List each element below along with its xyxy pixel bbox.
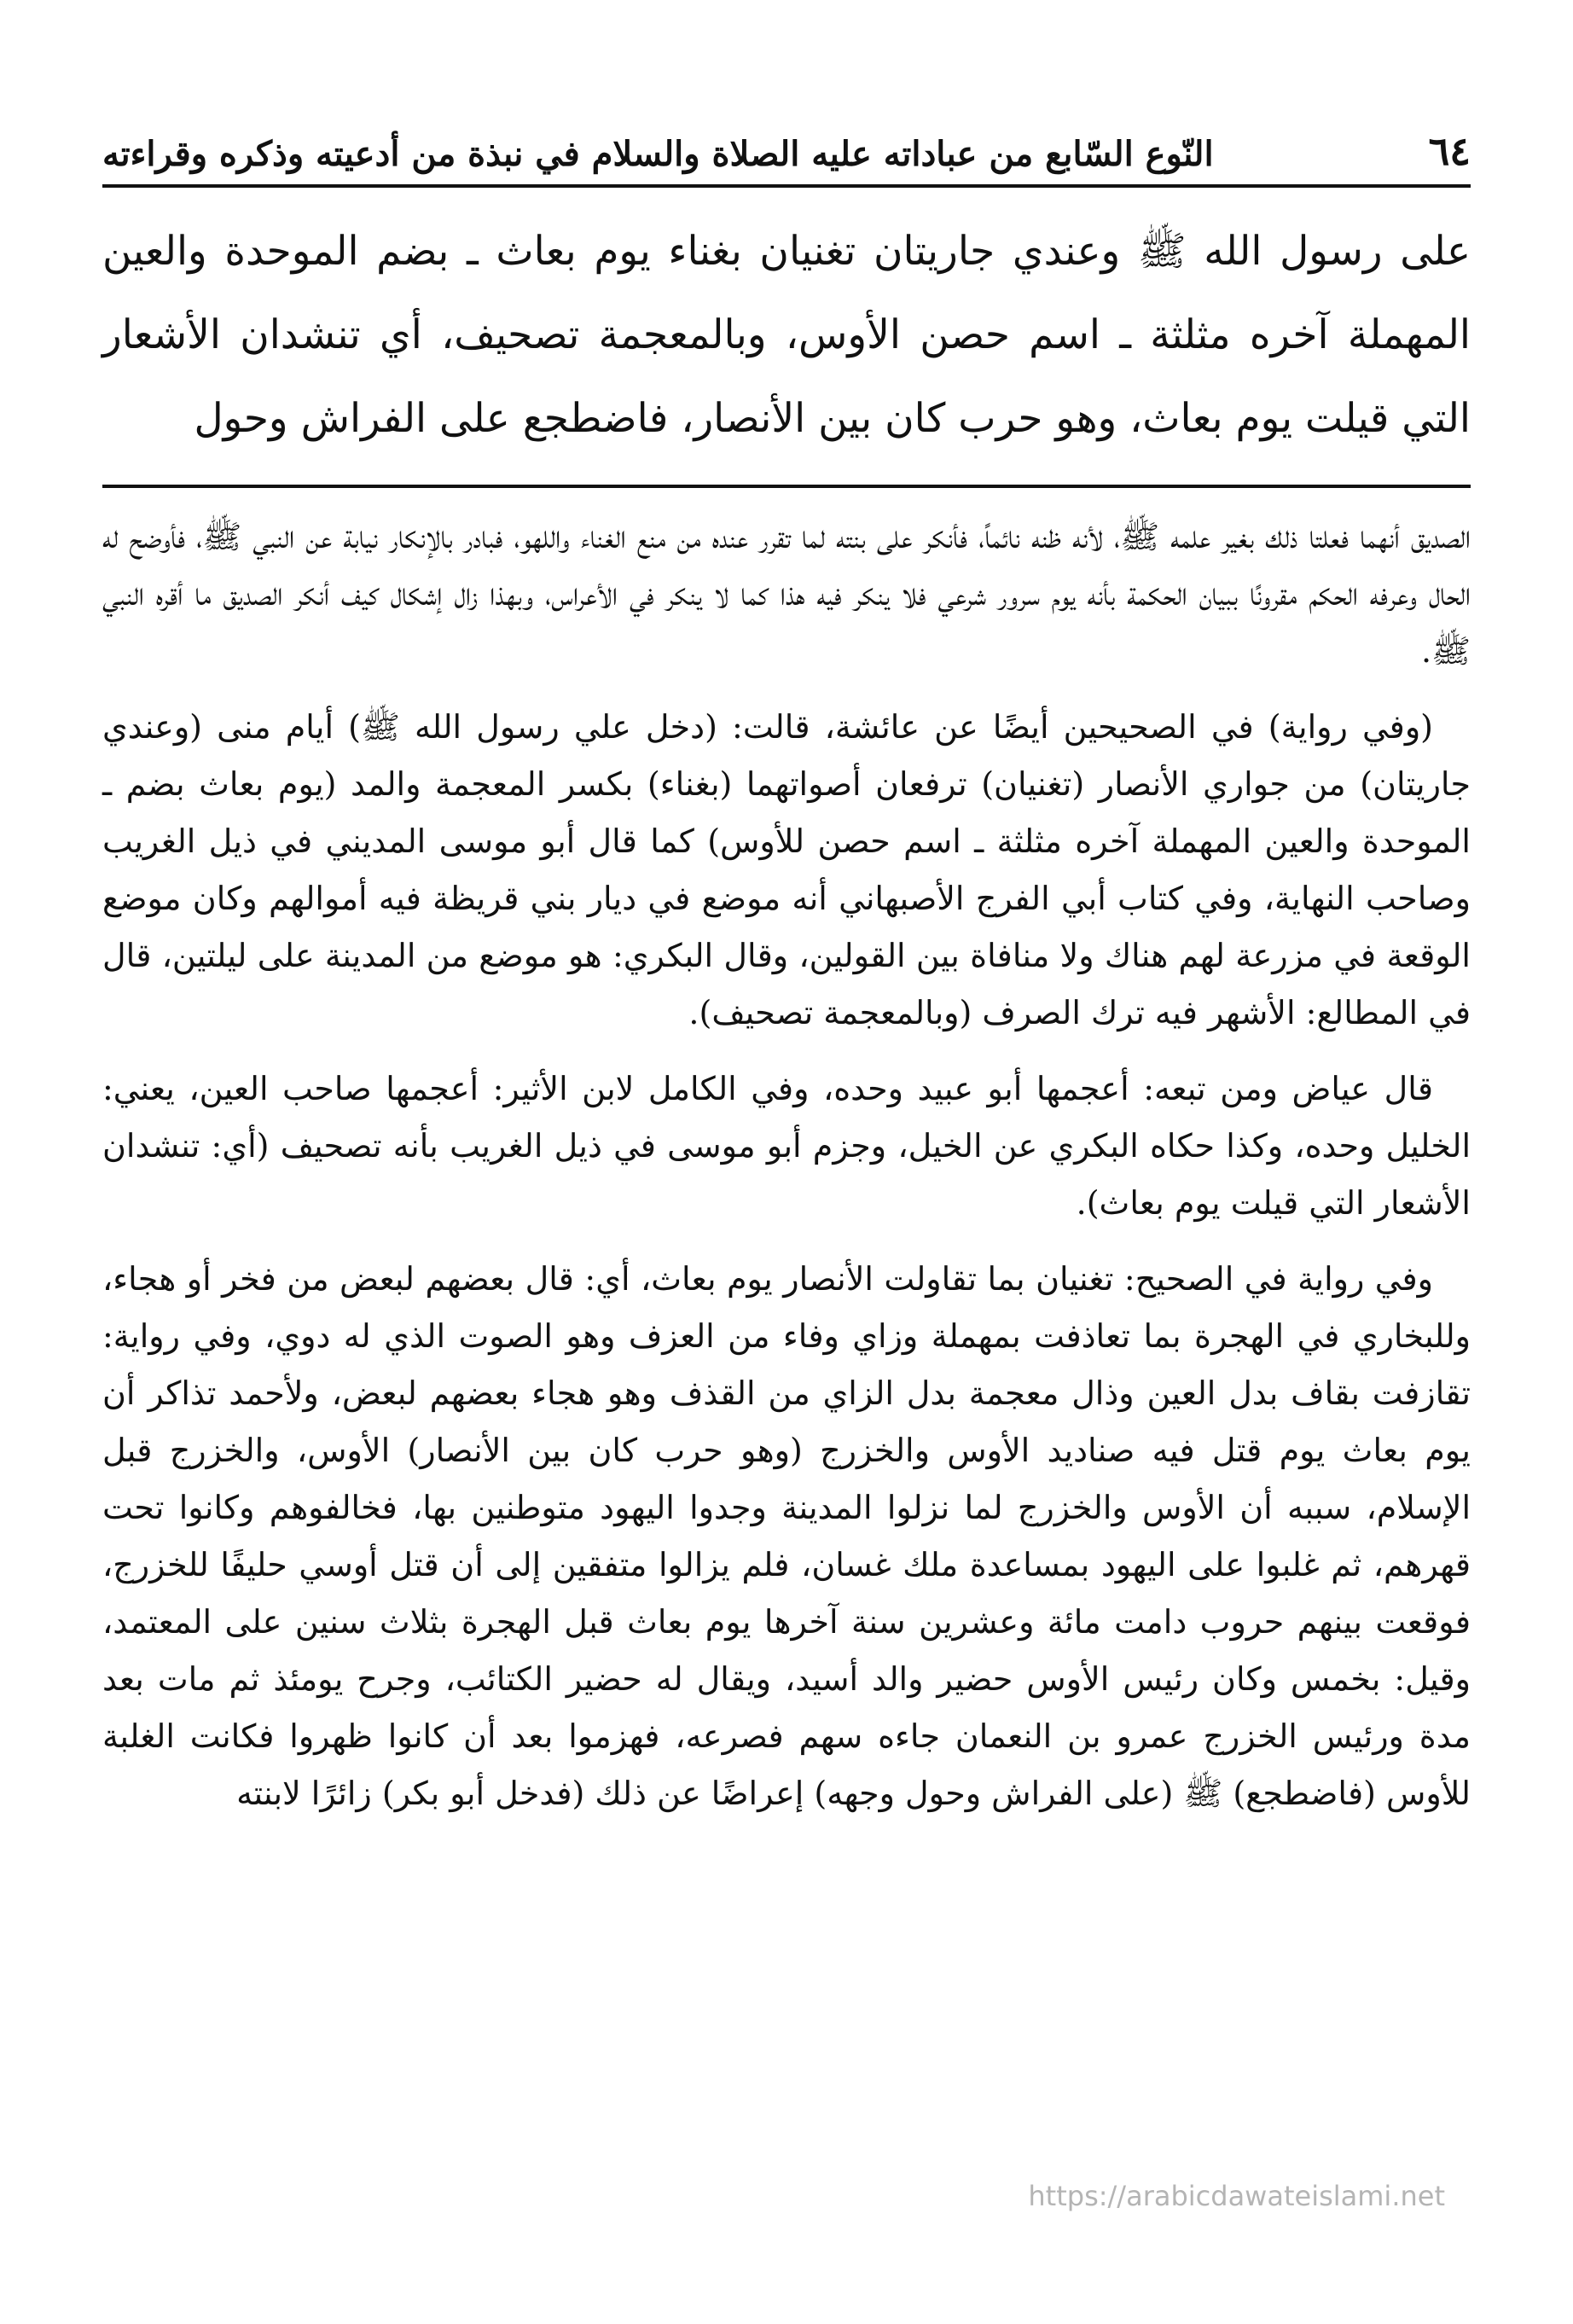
commentary-paragraph: قال عياض ومن تبعه: أعجمها أبو عبيد وحده، وفي الكامل لابن الأثير: أعجمها صاحب العين، يعني: الخليل وحده، وكذا حكاه البكري عن الخيل، وجزم أبو موسى في ذيل الغريب بأنه تصحيف (أي: تنشدان الأشعار التي قيلت يوم بعاث).: [102, 1070, 1471, 1222]
watermark-url: https://arabicdawateislami.net: [1028, 2180, 1445, 2212]
commentary-paragraph: الصديق أنهما فعلتا ذلك بغير علمه ﷺ، لأنه ظنه نائماً، فأنكر على بنته لما تقرر عنده من منع الغناء واللهو، فبادر بالإنكار نيابة عن النبي ﷺ، فأوضح له الحال وعرفه الحكم مقرونًا ببيان الحكمة بأنه يوم سرور شرعي فلا ينكر فيه هذا كما لا ينكر في الأعراس، وبهذا زال إشكال كيف أنكر الصديق ما أقره النبي ﷺ.: [102, 518, 1471, 670]
commentary: [102, 508, 1471, 1822]
running-title: النّوع السّابع من عباداته عليه الصلاة والسلام في نبذة من أدعيته وذكره وقراءته: [102, 134, 1214, 174]
main-text: على رسول الله ﷺ وعندي جاريتان تغنيان بغناء يوم بعاث ـ بضم الموحدة والعين المهملة آخره مثلثة ـ اسم حصن الأوس، وبالمعجمة تصحيف، أي تنشدان الأشعار التي قيلت يوم بعاث، وهو حرب كان بين الأنصار، فاضطجع على الفراش وحول: [102, 228, 1471, 442]
page-number: ٦٤: [1428, 128, 1471, 174]
commentary-paragraph: (وفي رواية) في الصحيحين أيضًا عن عائشة، قالت: (دخل علي رسول الله ﷺ) أيام منى (وعندي جاريتان) من جواري الأنصار (تغنيان) ترفعان أصواتهما (بغناء) بكسر المعجمة والمد (يوم بعاث بضم ـ الموحدة والعين المهملة آخره مثلثة ـ اسم حصن للأوس) كما قال أبو موسى المديني في ذيل الغريب وصاحب النهاية، وفي كتاب أبي الفرج الأصبهاني أنه موضع في ديار بني قريظة فيه أموالهم وكان موضع الوقعة في مزرعة لهم هناك ولا منافاة بين القولين، وقال البكري: هو موضع من المدينة على ليلتين، قال في المطالع: الأشهر فيه ترك الصرف (وبالمعجمة تصحيف).: [102, 708, 1471, 1031]
page-header: [102, 128, 1471, 188]
section-divider: [102, 485, 1471, 488]
commentary-paragraph: وفي رواية في الصحيح: تغنيان بما تقاولت الأنصار يوم بعاث، أي: قال بعضهم لبعض من فخر أو هجاء، وللبخاري في الهجرة بما تعاذفت بمهملة وزاي وفاء من العزف وهو الصوت الذي له دوي، وفي رواية: تقازفت بقاف بدل العين وذال معجمة بدل الزاي من القذف وهو هجاء بعضهم لبعض، ولأحمد تذاكر أن يوم بعاث يوم قتل فيه صناديد الأوس والخزرج (وهو حرب كان بين الأنصار) الأوس، والخزرج قبل الإسلام، سببه أن الأوس والخزرج لما نزلوا المدينة وجدوا اليهود متوطنين بها، فخالفوهم وكانوا تحت قهرهم، ثم غلبوا على اليهود بمساعدة ملك غسان، فلم يزالوا متفقين إلى أن قتل أوسي حليفًا للخزرج، فوقعت بينهم حروب دامت مائة وعشرين سنة آخرها يوم بعاث قبل الهجرة بثلاث سنين على المعتمد، وقيل: بخمس وكان رئيس الأوس حضير والد أسيد، ويقال له حضير الكتائب، وجرح يومئذ ثم مات بعد مدة ورئيس الخزرج عمرو بن النعمان جاءه سهم فصرعه، فهزموا بعد أن كانوا ظهروا فكانت الغلبة للأوس (فاضطجع) ﷺ (على الفراش وحول وجهه) إعراضًا عن ذلك (فدخل أبو بكر) زائرًا لابنته: [102, 1260, 1471, 1812]
